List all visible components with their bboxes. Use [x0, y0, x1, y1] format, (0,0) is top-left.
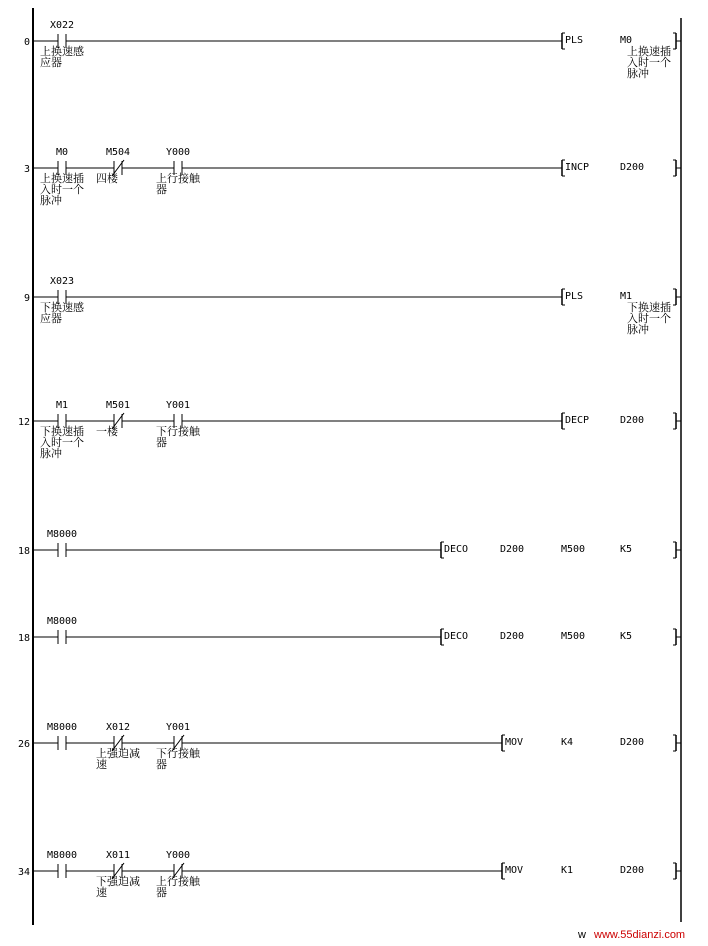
- contact-comment: 上行接触: [156, 172, 200, 185]
- contact-address: M8000: [46, 850, 78, 861]
- instruction-operand: D200: [620, 865, 645, 876]
- contact-address: M1: [55, 400, 69, 411]
- step-number: 34: [17, 867, 30, 878]
- step-number: 18: [17, 633, 30, 644]
- instruction-op: DECO: [444, 631, 469, 642]
- instruction-operand: M1: [620, 291, 633, 302]
- contact-comment: 下行接触: [156, 747, 200, 760]
- instruction-operand: D200: [620, 415, 645, 426]
- instruction-operand: D200: [500, 544, 525, 555]
- rungs-group: [18, 20, 681, 899]
- contact-comment: 器: [156, 183, 167, 196]
- contact-comment: 脉冲: [40, 447, 62, 460]
- instruction-operand: M0: [620, 35, 633, 46]
- instruction-op: MOV: [505, 737, 524, 748]
- instruction-operand: M500: [561, 631, 586, 642]
- instruction-operand: D200: [500, 631, 525, 642]
- instruction-comment: 入时一个: [627, 312, 671, 325]
- contact-comment: 器: [156, 758, 167, 771]
- contact-comment: 四楼: [96, 172, 118, 185]
- contact-address: Y000: [165, 850, 191, 861]
- step-number: 0: [23, 37, 30, 48]
- contact-comment: 下换速感: [40, 301, 84, 314]
- instruction-operand: K1: [561, 865, 574, 876]
- instruction-comment: 脉冲: [627, 67, 649, 80]
- contact-comment: 上换速插: [40, 172, 84, 185]
- rung: [24, 147, 681, 207]
- step-number: 9: [23, 293, 30, 304]
- instruction-op: PLS: [565, 291, 584, 302]
- rung: [18, 529, 681, 558]
- contact-comment: 速: [96, 886, 107, 899]
- contact-comment: 一楼: [96, 425, 118, 438]
- contact-comment: 速: [96, 758, 107, 771]
- contact-comment: 入时一个: [40, 436, 84, 449]
- contact-comment: 下换速插: [40, 425, 84, 438]
- instruction-operand: D200: [620, 162, 645, 173]
- step-number: 3: [23, 164, 30, 175]
- contact-address: X011: [105, 850, 131, 861]
- contact-address: M501: [105, 400, 131, 411]
- rung: [18, 850, 681, 899]
- instruction-operand: K4: [561, 737, 574, 748]
- instruction-op: MOV: [505, 865, 524, 876]
- instruction-operand: D200: [620, 737, 645, 748]
- contact-address: M8000: [46, 722, 78, 733]
- instruction-comment: 下换速插: [627, 301, 671, 314]
- contact-comment: 上强迫减: [96, 747, 140, 760]
- contact-address: Y000: [165, 147, 191, 158]
- rung: [18, 400, 681, 460]
- contact-comment: 上行接触: [156, 875, 200, 888]
- contact-address: M504: [105, 147, 131, 158]
- instruction-comment: 上换速插: [627, 45, 671, 58]
- contact-comment: 应器: [40, 312, 62, 325]
- instruction-comment: 脉冲: [627, 323, 649, 336]
- contact-address: X022: [49, 20, 75, 31]
- rung: [24, 276, 681, 336]
- rung: [24, 20, 681, 80]
- step-number: 26: [17, 739, 30, 750]
- rung: [18, 616, 681, 645]
- watermark-prefix: w: [578, 929, 586, 941]
- instruction-op: PLS: [565, 35, 584, 46]
- contact-address: M8000: [46, 616, 78, 627]
- instruction-op: INCP: [565, 162, 590, 173]
- contact-address: M8000: [46, 529, 78, 540]
- contact-address: Y001: [165, 400, 191, 411]
- instruction-operand: K5: [620, 544, 633, 555]
- instruction-operand: K5: [620, 631, 633, 642]
- contact-comment: 器: [156, 436, 167, 449]
- instruction-operand: M500: [561, 544, 586, 555]
- instruction-comment: 入时一个: [627, 56, 671, 69]
- rung: [18, 722, 681, 771]
- contact-comment: 器: [156, 886, 167, 899]
- watermark-site: www.55dianzi.com: [594, 929, 686, 941]
- contact-comment: 脉冲: [40, 194, 62, 207]
- contact-comment: 下强迫减: [96, 875, 140, 888]
- instruction-op: DECO: [444, 544, 469, 555]
- contact-comment: 应器: [40, 56, 62, 69]
- step-number: 12: [17, 417, 30, 428]
- instruction-op: DECP: [565, 415, 590, 426]
- step-number: 18: [17, 546, 30, 557]
- contact-comment: 下行接触: [156, 425, 200, 438]
- contact-address: M0: [55, 147, 69, 158]
- contact-comment: 上换速感: [40, 45, 84, 58]
- contact-comment: 入时一个: [40, 183, 84, 196]
- contact-address: X012: [105, 722, 131, 733]
- contact-address: Y001: [165, 722, 191, 733]
- contact-address: X023: [49, 276, 75, 287]
